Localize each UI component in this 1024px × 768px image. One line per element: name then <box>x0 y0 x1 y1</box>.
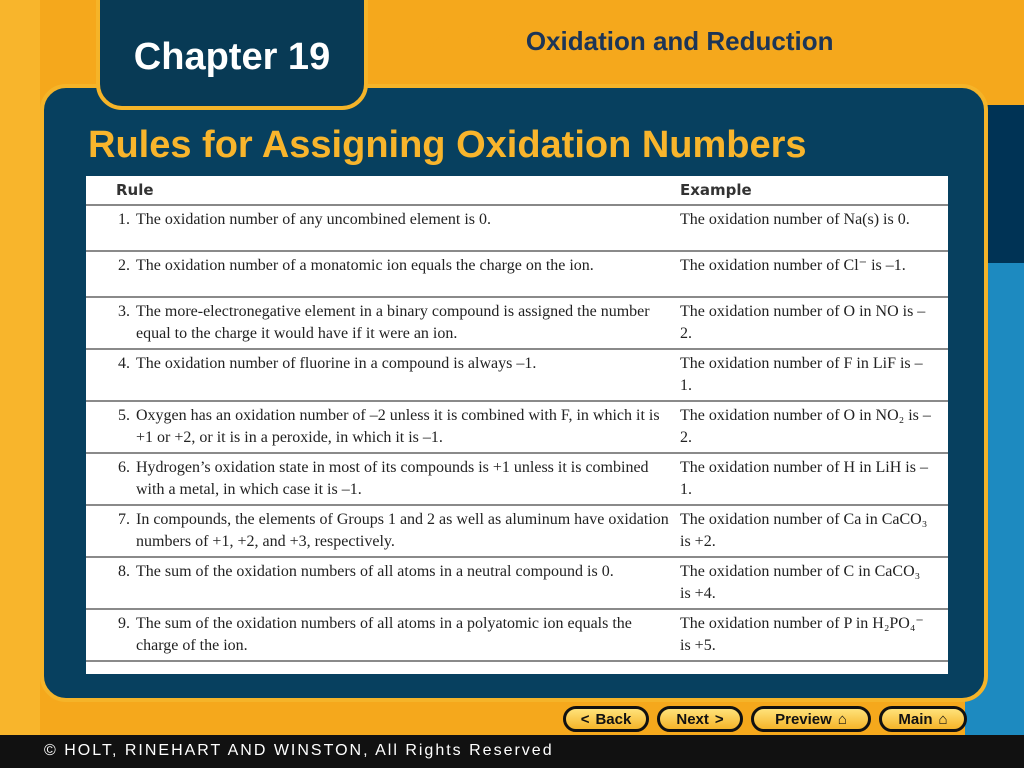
rule-cell: Hydrogen’s oxidation state in most of its compounds is +1 unless it is combined with a metal, in which case it is –1. <box>136 453 674 505</box>
example-cell: The oxidation number of O in NO is –2. <box>674 297 948 349</box>
table-row <box>86 349 948 401</box>
rule-cell: The oxidation number of any uncombined element is 0. <box>136 205 674 251</box>
example-cell: The oxidation number of O in NO₂ is –2. <box>674 401 948 453</box>
back-arrow-icon: < <box>580 710 590 728</box>
table-row <box>86 505 948 557</box>
home-icon: ⌂ <box>837 710 847 728</box>
rule-cell: The sum of the oxidation numbers of all atoms in a neutral compound is 0. <box>136 557 674 609</box>
section-title <box>403 26 834 57</box>
table-row <box>86 453 948 505</box>
example-cell: The oxidation number of Ca in CaCO₃ is +2. <box>674 505 948 557</box>
row-number: 5. <box>86 401 136 453</box>
left-stripe <box>0 0 40 735</box>
rules-table <box>86 176 948 662</box>
home-icon: ⌂ <box>938 710 948 728</box>
table-row <box>86 401 948 453</box>
preview-label: Preview <box>775 710 832 728</box>
row-number: 2. <box>86 251 136 297</box>
rules-table-box <box>86 176 948 674</box>
rule-cell: The oxidation number of fluorine in a compound is always –1. <box>136 349 674 401</box>
section-label: Section 1 <box>403 26 519 56</box>
example-cell: The oxidation number of C in CaCO₃ is +4. <box>674 557 948 609</box>
example-cell: The oxidation number of Cl⁻ is –1. <box>674 251 948 297</box>
row-number: 7. <box>86 505 136 557</box>
section-name: Oxidation and Reduction <box>525 26 834 56</box>
rule-cell: In compounds, the elements of Groups 1 and 2 as well as aluminum have oxidation numbers of +1, +2, and +3, respectively. <box>136 505 674 557</box>
example-cell: The oxidation number of H in LiH is –1. <box>674 453 948 505</box>
footer <box>0 735 1024 768</box>
rule-column-header: Rule <box>86 176 674 205</box>
row-number: 8. <box>86 557 136 609</box>
copyright-text: © HOLT, RINEHART AND WINSTON, All Rights Reserved <box>44 742 554 759</box>
table-row <box>86 609 948 661</box>
chapter-tab <box>96 0 368 110</box>
row-number: 6. <box>86 453 136 505</box>
rule-cell: Oxygen has an oxidation number of –2 unless it is combined with F, in which it is +1 or +2, or it is in a peroxide, in which it is –1. <box>136 401 674 453</box>
main-label: Main <box>898 710 933 728</box>
next-button[interactable] <box>657 706 743 732</box>
table-row <box>86 205 948 251</box>
row-number: 3. <box>86 297 136 349</box>
table-row <box>86 557 948 609</box>
slide-title: Rules for Assigning Oxidation Numbers <box>88 124 807 166</box>
row-number: 9. <box>86 609 136 661</box>
row-number: 4. <box>86 349 136 401</box>
rule-cell: The more-electronegative element in a binary compound is assigned the number equal to the charge it would have if it were an ion. <box>136 297 674 349</box>
example-cell: The oxidation number of F in LiF is –1. <box>674 349 948 401</box>
table-header-row <box>86 176 948 205</box>
example-cell: The oxidation number of Na(s) is 0. <box>674 205 948 251</box>
rule-cell: The sum of the oxidation numbers of all atoms in a polyatomic ion equals the charge of the ion. <box>136 609 674 661</box>
example-cell: The oxidation number of P in H₂PO₄⁻ is +5. <box>674 609 948 661</box>
back-button[interactable] <box>563 706 649 732</box>
row-number: 1. <box>86 205 136 251</box>
table-row <box>86 297 948 349</box>
main-button[interactable] <box>879 706 967 732</box>
example-column-header: Example <box>674 176 948 205</box>
rule-cell: The oxidation number of a monatomic ion equals the charge on the ion. <box>136 251 674 297</box>
next-arrow-icon: > <box>714 710 724 728</box>
next-label: Next <box>676 710 709 728</box>
chapter-label: Chapter 19 <box>133 35 331 78</box>
back-label: Back <box>595 710 632 728</box>
preview-button[interactable] <box>751 706 871 732</box>
table-row <box>86 251 948 297</box>
